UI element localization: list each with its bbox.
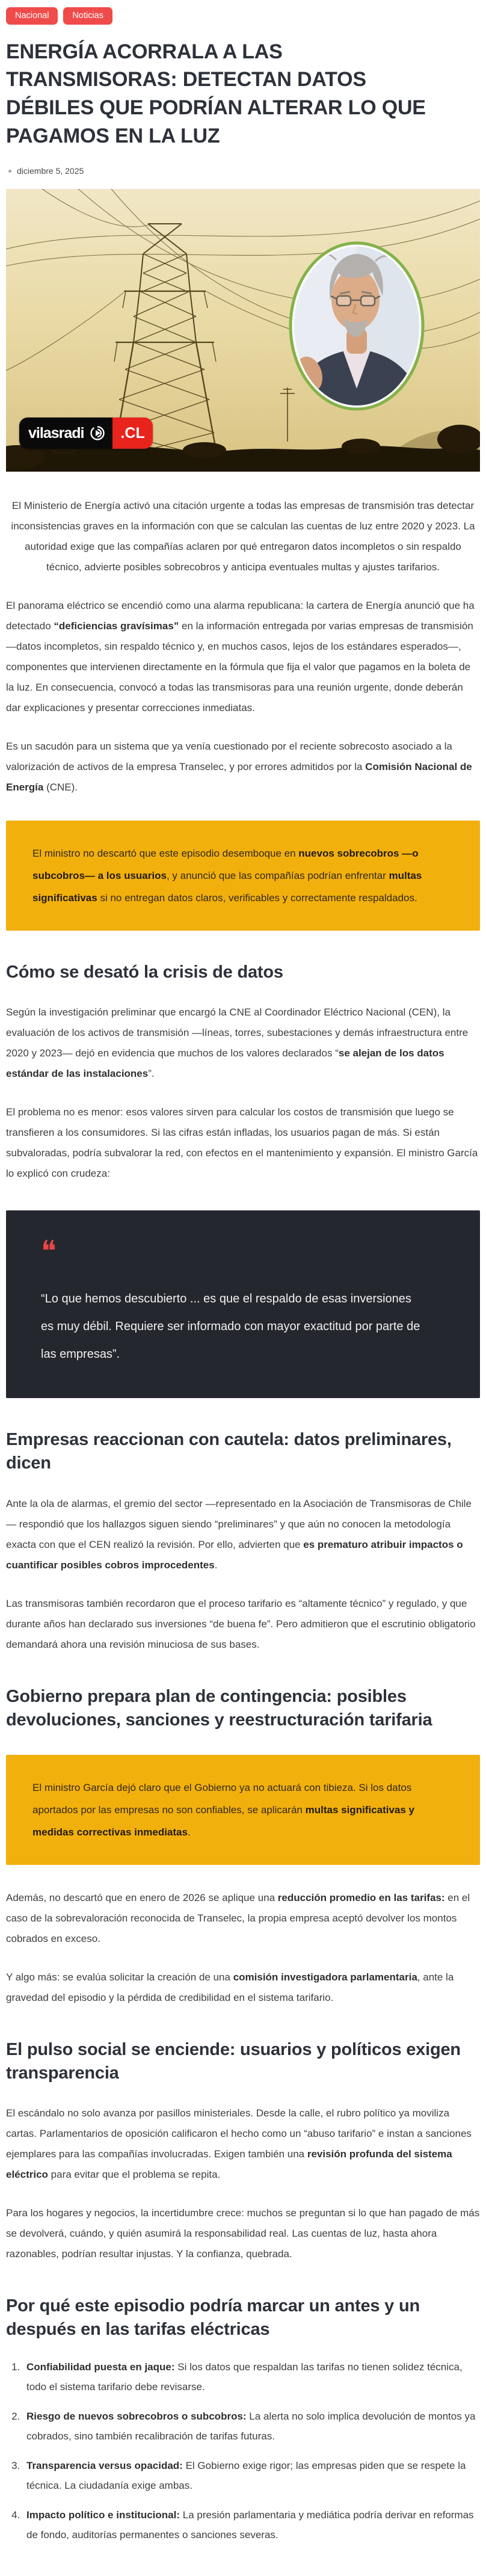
- section-heading-empresas: Empresas reaccionan con cautela: datos preliminares, dicen: [6, 1430, 452, 1473]
- list-item: 4. Impacto político e institucional: La presión parlamentaria y mediática podría derivar en reformas de fondo, auditorías permanentes o sanciones severas.: [23, 2505, 480, 2545]
- vilasradio-logo: [19, 418, 153, 449]
- headline-line: TRANSMISORAS: DETECTAN DATOS: [6, 68, 366, 91]
- list-item: 1. Confiabilidad puesta en jaque: Si los datos que respaldan las tarifas no tienen solidez técnica, todo el sistema tarifario debe revisarse.: [23, 2357, 480, 2397]
- section-heading-crisis: Cómo se desató la crisis de datos: [6, 963, 283, 982]
- callout-ministro: [6, 821, 480, 931]
- quote-text: “Lo que hemos descubierto ... es que el respaldo de esas inversiones es muy débil. Requiere ser informado con mayor exactitud por parte de las empresas”.: [41, 1292, 420, 1361]
- article-headline: [6, 38, 480, 151]
- callout-text: El ministro García dejó claro que el Gobierno ya no actuará con tibieza. Si los datos aportados por las empresas no son confiables, se aplicarán multas significativas y medidas correctivas inmediatas.: [32, 1781, 415, 1838]
- category-badges: [6, 7, 480, 25]
- paragraph-investigacion: Según la investigación preliminar que encargó la CNE al Coordinador Eléctrico Nacional (CEN), la evaluación de los activos de transmisión —líneas, torres, subestaciones y demás infraestructura entre 2020 y 2023— dejó en evidencia que muchos de los valores declarados “se alejan de los datos estándar de las instalaciones”.: [6, 1006, 469, 1080]
- badge-noticias[interactable]: Noticias: [63, 7, 112, 25]
- logo-text: vilasradi: [19, 418, 88, 449]
- article-meta: [8, 166, 480, 176]
- quote-icon: ❝: [41, 1234, 57, 1269]
- section-heading-pulso: El pulso social se enciende: usuarios y políticos exigen transparencia: [6, 2039, 461, 2083]
- headline-line: DÉBILES QUE PODRÍAN ALTERAR LO QUE: [6, 96, 426, 120]
- badge-nacional[interactable]: Nacional: [6, 7, 58, 25]
- section-heading-porque: Por qué este episodio podría marcar un antes y un después en las tarifas eléctricas: [6, 2296, 420, 2340]
- paragraph-transmisoras: Las transmisoras también recordaron que el proceso tarifario es “altamente técnico” y regulado, y que durante años han declarado sus inversiones “de buena fe”. Pero admitieron que el escrutinio obligatorio demandará ahora una revisión minuciosa de sus bases.: [6, 1597, 476, 1650]
- key-points-list: [6, 2357, 480, 2545]
- meta-dot-icon: [8, 170, 11, 173]
- headline-line: ENERGÍA ACORRALA A LAS: [6, 40, 283, 63]
- paragraph-hogares: Para los hogares y negocios, la incertidumbre crece: muchos se preguntan si lo que han pagado de más se devolverá, cuándo, y quién asumirá la responsabilidad real. Las cuentas de luz, hasta ahora razonables, podrían resultar injustas. Y la confianza, quebrada.: [6, 2207, 480, 2260]
- blockquote-garcia: [6, 1210, 480, 1398]
- paragraph-escandalo: El escándalo no solo avanza por pasillos ministeriales. Desde la calle, el rubro político ya moviliza cartas. Parlamentarios de oposición calificaron el hecho como un “abuso tarifario” e instan a sanciones ejemplares para las compañías involucradas. Exigen también una revisión profunda del sistema eléctrico para evitar que el problema se repita.: [6, 2107, 472, 2181]
- paragraph-ademas: Además, no descartó que en enero de 2026 se aplique una reducción promedio en las tarifas: en el caso de la sobrevaloración reconocida de Transelec, la propia empresa aceptó devolver los montos cobrados en exceso.: [6, 1891, 470, 1944]
- list-item: 2. Riesgo de nuevos sobrecobros o subcobros: La alerta no solo implica devolución de montos ya cobrados, sino también recalibración de tarifas futuras.: [23, 2406, 480, 2446]
- callout-text: El ministro no descartó que este episodio desemboque en nuevos sobrecobros —o subcobros— a los usuarios, y anunció que las compañías podrían enfrentar multas significativas si no entregan datos claros, verificables y correctamente respaldados.: [32, 848, 422, 904]
- logo-tld: .CL: [112, 418, 152, 449]
- paragraph-gremio: Ante la ola de alarmas, el gremio del sector —representado en la Asociación de Transmisoras de Chile— respondió que los hallazgos siguen siendo “preliminares” y que aún no conocen la metodología exacta con que el CEN realizó la revisión. Por ello, advierten que es prematuro atribuir impactos o cuantificar posibles cobros improcedentes.: [6, 1497, 472, 1571]
- list-item: 3. Transparencia versus opacidad: El Gobierno exige rigor; las empresas piden que se respete la técnica. La ciudadanía exige ambas.: [23, 2456, 480, 2495]
- hero-image: [6, 189, 480, 472]
- paragraph-sacudon: Es un sacudón para un sistema que ya venía cuestionado por el reciente sobrecosto asociado a la valorización de activos de la empresa Transelec, y por errores admitidos por la Comisión Nacional de Energía (CNE).: [6, 741, 472, 793]
- paragraph-algomas: Y algo más: se evalúa solicitar la creación de una comisión investigadora parlamentaria, ante la gravedad del episodio y la pérdida de credibilidad en el sistema tarifario.: [6, 1971, 454, 2003]
- headline-line: PAGAMOS EN LA LUZ: [6, 125, 220, 148]
- paragraph-panorama: El panorama eléctrico se encendió como una alarma republicana: la cartera de Energía anunció que ha detectado “deficiencias gravísimas” en la información entregada por varias empresas de transmisión —datos incompletos, sin respaldo técnico y, en muchos casos, lejos de los estándares esperados—, componentes que intervienen directamente en la fórmula que fija el valor que pagamos en la boleta de la luz. En consecuencia, convocó a todas las transmisoras para una reunión urgente, donde deberán dar explicaciones y presentar correcciones inmediatas.: [6, 600, 475, 714]
- paragraph-problema: El problema no es menor: esos valores sirven para calcular los costos de transmisión que luego se transfieren a los consumidores. Si las cifras están infladas, los usuarios pagan de más. Si están subvaloradas, podría subvalorar la red, con efectos en el mantenimiento y expansión. El ministro García lo explicó con crudeza:: [6, 1106, 478, 1180]
- intro-paragraph: El Ministerio de Energía activó una citación urgente a todas las empresas de transmisión tras detectar inconsistencias graves en la información con que se calculan las cuentas de luz entre 2020 y 2023. La autoridad exige que las compañías aclaren por qué entregaron datos incompletos o sin respaldo técnico, advierte posibles sobrecobros y anticipa eventuales multas y ajustes tarifarios.: [11, 500, 475, 573]
- callout-garcia: [6, 1755, 480, 1865]
- section-heading-gobierno: Gobierno prepara plan de contingencia: posibles devoluciones, sanciones y reestructuración tarifaria: [6, 1686, 432, 1730]
- publish-date: diciembre 5, 2025: [17, 166, 84, 176]
- radio-waves-icon: [88, 418, 112, 449]
